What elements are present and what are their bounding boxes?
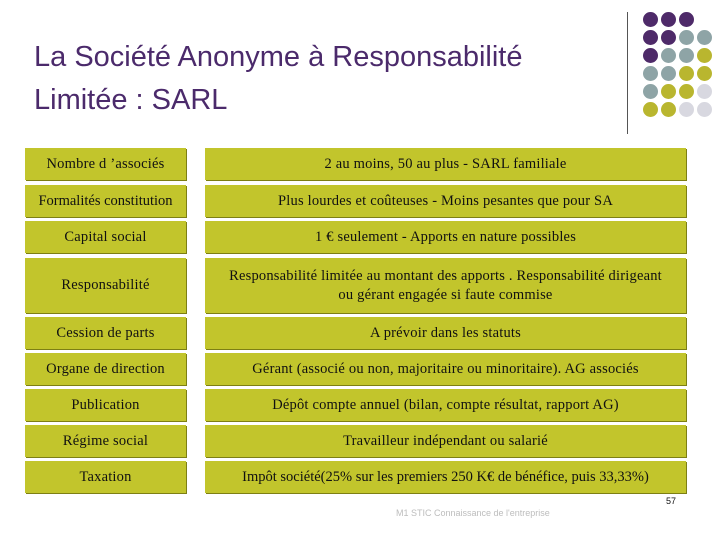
decor-dot <box>661 66 676 81</box>
page-number: 57 <box>666 496 677 506</box>
decor-dot <box>679 66 694 81</box>
title-divider <box>627 12 628 134</box>
slide-title <box>34 36 624 122</box>
slide-footer: M1 STIC Connaissance de l'entreprise <box>396 508 550 518</box>
decor-dot <box>697 30 712 45</box>
decor-dot <box>697 84 712 99</box>
row-label-publication: Publication <box>25 389 186 421</box>
decor-dot <box>661 12 676 27</box>
decor-dot <box>661 84 676 99</box>
row-label-taxation: Taxation <box>25 461 186 493</box>
decor-dot <box>661 48 676 63</box>
decor-dot <box>679 84 694 99</box>
row-label-regime-social: Régime social <box>25 425 186 457</box>
decor-dot <box>679 102 694 117</box>
decor-dot <box>643 48 658 63</box>
slide-title-line-1: La Société Anonyme à Responsabilité <box>34 41 523 73</box>
decor-dot <box>679 30 694 45</box>
row-value-cession-parts: A prévoir dans les statuts <box>205 317 686 349</box>
decor-dot <box>643 84 658 99</box>
row-label-responsabilite: Responsabilité <box>25 258 186 313</box>
row-label-organe-direction: Organe de direction <box>25 353 186 385</box>
row-value-responsabilite: Responsabilité limitée au montant des apports . Responsabilité dirigeant ou gérant engagée si faute commise <box>205 258 686 313</box>
decor-dot <box>697 48 712 63</box>
decor-dot <box>697 102 712 117</box>
decor-dot <box>643 12 658 27</box>
decor-dot <box>661 102 676 117</box>
decor-dot <box>661 30 676 45</box>
decor-dot <box>679 48 694 63</box>
row-value-formalites: Plus lourdes et coûteuses - Moins pesantes que pour SA <box>205 185 686 217</box>
decor-dot <box>697 66 712 81</box>
row-value-nombre-associes: 2 au moins, 50 au plus - SARL familiale <box>205 148 686 180</box>
row-label-capital-social: Capital social <box>25 221 186 253</box>
decor-dot <box>679 12 694 27</box>
decor-dot <box>643 66 658 81</box>
row-value-taxation: Impôt société(25% sur les premiers 250 K€ de bénéfice, puis 33,33%) <box>205 461 686 493</box>
row-label-formalites: Formalités constitution <box>25 185 186 217</box>
decor-dot <box>643 30 658 45</box>
row-value-capital-social: 1 € seulement - Apports en nature possibles <box>205 221 686 253</box>
slide-title-line-2: Limitée : SARL <box>34 84 228 116</box>
row-label-nombre-associes: Nombre d ’associés <box>25 148 186 180</box>
decorative-dot-grid <box>639 12 719 122</box>
row-value-regime-social: Travailleur indépendant ou salarié <box>205 425 686 457</box>
row-value-organe-direction: Gérant (associé ou non, majoritaire ou minoritaire). AG associés <box>205 353 686 385</box>
row-label-cession-parts: Cession de parts <box>25 317 186 349</box>
decor-dot <box>643 102 658 117</box>
row-value-publication: Dépôt compte annuel (bilan, compte résultat, rapport AG) <box>205 389 686 421</box>
